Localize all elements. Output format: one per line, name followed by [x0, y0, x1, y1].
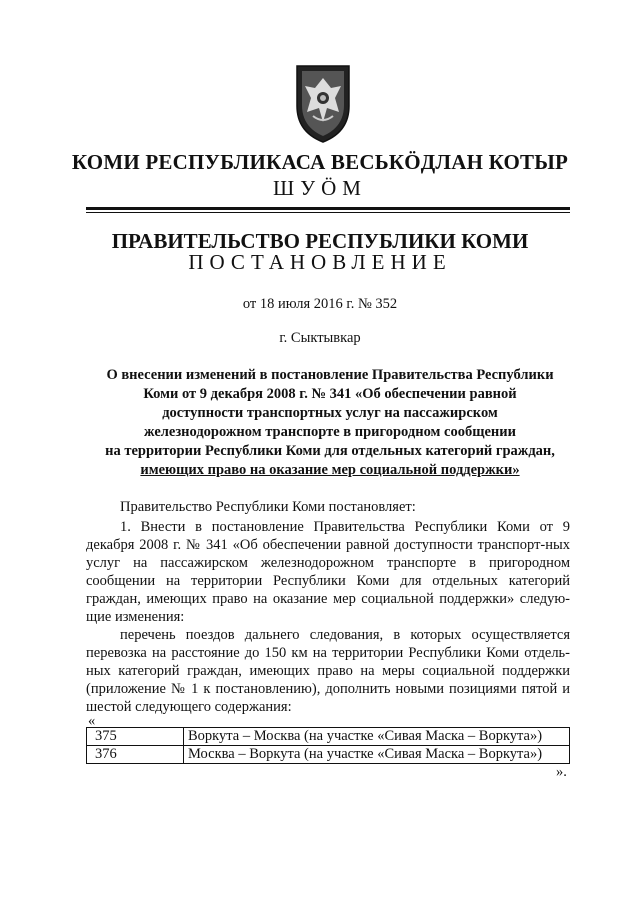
train-route: Воркута – Москва (на участке «Сивая Маска – Воркута») [184, 728, 570, 746]
government-title: ПРАВИТЕЛЬСТВО РЕСПУБЛИКИ КОМИ [111, 229, 529, 253]
komi-government-title: КОМИ РЕСПУБЛИКАСА ВЕСЬКӦДЛАН КОТЫР [71, 150, 569, 174]
decree-title-line: железнодорожном транспорте в пригородном сообщении [144, 424, 516, 440]
decree-title-line [80, 461, 580, 480]
komi-decree-subtitle: ШУӦМ [273, 176, 367, 200]
paragraph-1: 1. Внести в постановление Правительства Республики Коми от 9 декабря 2008 г. № 341 «Об обеспечении равной доступности транспорт-ных услуг на пассажирском железнодорожном транспорте в пригородном сообщении на территории Республики Коми для отдельных категорий граждан, имеющих право на оказание мер социальной поддержки» следую-щие изменения: [86, 519, 570, 625]
paragraph-2: перечень поездов дальнего следования, в которых осуществляется перевозка на расстояние до 150 км на территории Республики Коми отдель-ных категорий граждан, имеющих право на меры социальной поддержки (приложение № 1 к постановлению), дополнить новыми позициями пятой и шестой следующего содержания: [86, 627, 570, 715]
train-route: Москва – Воркута (на участке «Сивая Маска – Воркута») [184, 746, 570, 764]
header-divider-thick [86, 207, 570, 210]
decree-subtitle: ПОСТАНОВЛЕНИЕ [188, 250, 452, 274]
decree-title [80, 366, 580, 480]
train-number: 376 [87, 746, 184, 764]
table-row [87, 746, 570, 764]
decree-title-last-line: имеющих право на оказание мер социальной поддержки» [140, 462, 520, 478]
opening-quote: « [88, 713, 96, 729]
header-divider-thin [86, 212, 570, 213]
table-row [87, 728, 570, 746]
decree-date-number: от 18 июля 2016 г. № 352 [242, 296, 398, 312]
komi-coat-of-arms-icon [293, 60, 353, 144]
closing-quote: ». [556, 764, 567, 780]
decree-title-line: Коми от 9 декабря 2008 г. № 341 «Об обеспечении равной [143, 386, 517, 402]
trains-table [86, 727, 570, 764]
intro-paragraph: Правительство Республики Коми постановляет: [120, 499, 416, 515]
decree-title-line: на территории Республики Коми для отдельных категорий граждан, [105, 443, 555, 459]
decree-city: г. Сыктывкар [279, 330, 361, 346]
decree-title-line: О внесении изменений в постановление Правительства Республики [106, 367, 554, 383]
train-number: 375 [87, 728, 184, 746]
decree-title-line: доступности транспортных услуг на пассажирском [162, 405, 498, 421]
